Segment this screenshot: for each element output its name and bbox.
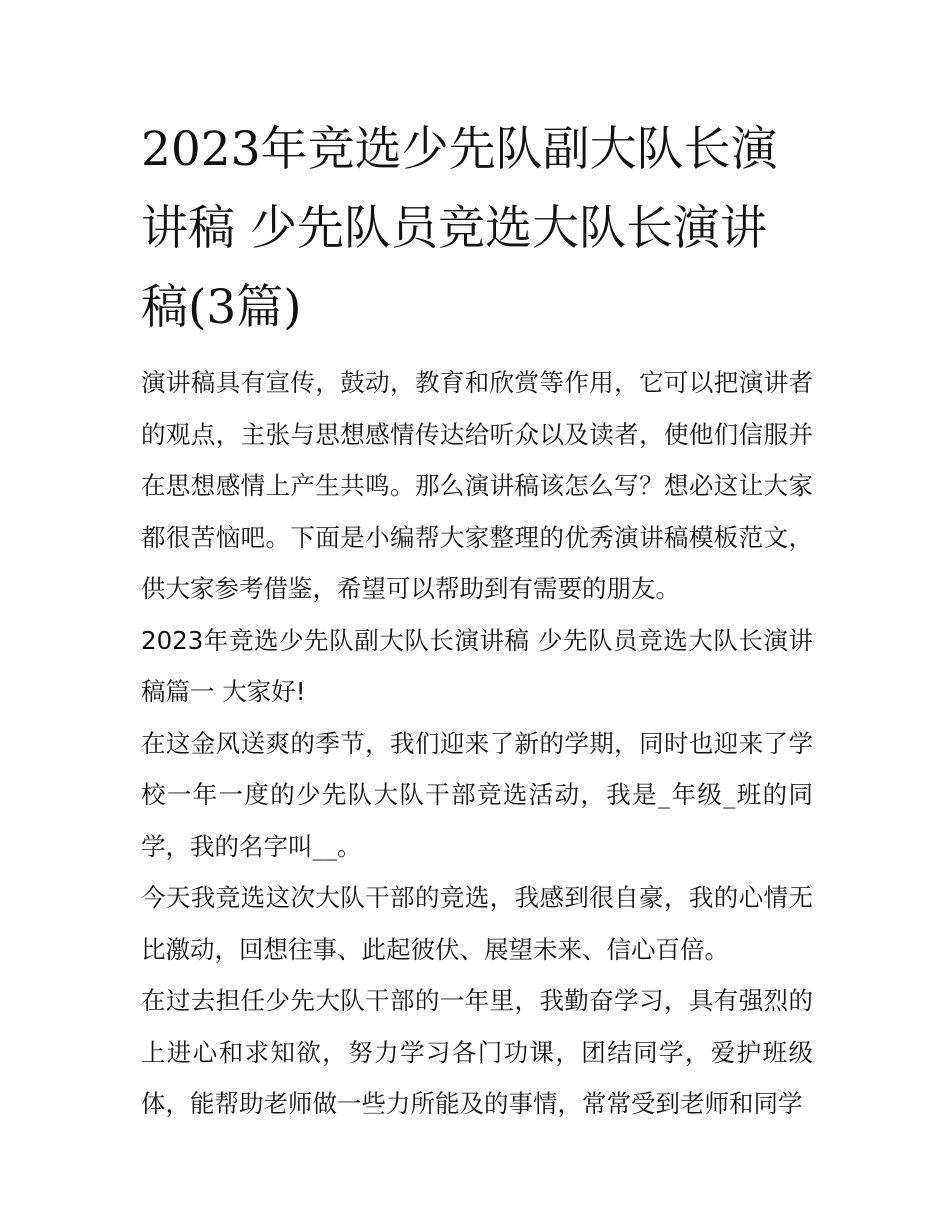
intro-paragraph: 演讲稿具有宣传，鼓动，教育和欣赏等作用，它可以把演讲者的观点，主张与思想感情传达给听众以及读者，使他们信服并在思想感情上产生共鸣。那么演讲稿该怎么写？想必这让大家都很苦恼吧。下面是小编帮大家整理的优秀演讲稿模板范文，供大家参考借鉴，希望可以帮助到有需要的朋友。 <box>141 368 813 603</box>
body-paragraph: 在过去担任少先大队干部的一年里，我勤奋学习，具有强烈的上进心和求知欲，努力学习各门功课，团结同学，爱护班级体，能帮助老师做一些力所能及的事情，常常受到老师和同学 <box>141 986 813 1118</box>
body-paragraph: 今天我竞选这次大队干部的竞选，我感到很自豪，我的心情无比激动，回想往事、此起彼伏、展望未来、信心百倍。 <box>141 883 813 964</box>
document-title: 2023年竞选少先队副大队长演讲稿 少先队员竞选大队长演讲稿(3篇) <box>141 122 778 335</box>
document-page <box>141 110 813 1130</box>
body-paragraph: 在这金风送爽的季节，我们迎来了新的学期，同时也迎来了学校一年一度的少先队大队干部竞选活动，我是_年级_班的同学，我的名字叫__。 <box>141 728 813 861</box>
document-body <box>141 357 813 1130</box>
section-heading-paragraph: 2023年竞选少先队副大队长演讲稿 少先队员竞选大队长演讲稿篇一 大家好! <box>141 625 813 706</box>
